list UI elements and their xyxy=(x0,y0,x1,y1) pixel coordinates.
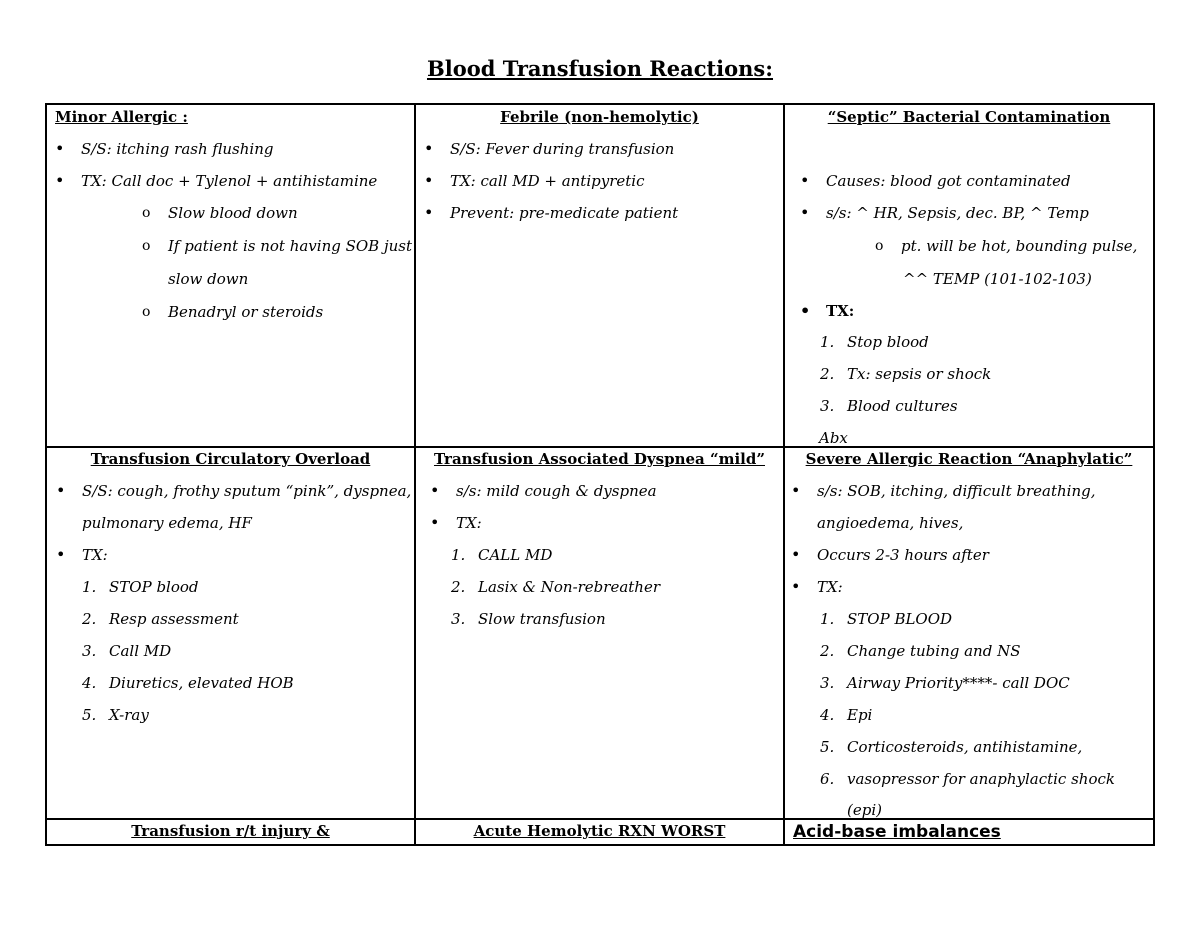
list-item: 5. X-ray xyxy=(82,706,149,724)
list-item: o pt. will be hot, bounding pulse, xyxy=(901,236,1137,256)
list-item: • S/S: itching rash flushing xyxy=(81,139,273,159)
list-item: • s/s: SOB, itching, difficult breathing, xyxy=(817,481,1095,501)
list-item-continued: slow down xyxy=(168,270,249,288)
list-item: 2. Change tubing and NS xyxy=(820,642,1021,660)
list-item: 3. Call MD xyxy=(82,642,172,660)
cell-minor-allergic xyxy=(47,105,414,446)
cell-acute-hemolytic xyxy=(416,820,783,844)
list-item: 1. CALL MD xyxy=(451,546,553,564)
cell-septic xyxy=(785,105,1153,446)
list-item: 1. STOP blood xyxy=(82,578,199,596)
list-item: 3. Blood cultures xyxy=(820,397,958,415)
cell-heading: Acute Hemolytic RXN WORST xyxy=(473,822,726,840)
table-border-right xyxy=(1153,103,1155,846)
cell-heading: Transfusion Associated Dyspnea “mild” xyxy=(433,450,765,468)
list-item: 3. Slow transfusion xyxy=(451,610,606,628)
list-item: • TX: Call doc + Tylenol + antihistamine xyxy=(81,171,377,191)
list-item: • s/s: mild cough & dyspnea xyxy=(456,481,657,501)
cell-heading: “Septic” Bacterial Contamination xyxy=(827,108,1111,126)
list-item-continued: (epi) xyxy=(847,801,882,818)
list-item: Abx xyxy=(819,429,848,446)
list-item: • TX: xyxy=(817,577,843,597)
list-item-continued: ^^ TEMP (101-102-103) xyxy=(903,270,1092,288)
list-item: 2. Tx: sepsis or shock xyxy=(820,365,992,383)
cell-heading: Transfusion Circulatory Overload xyxy=(90,450,371,468)
list-item: • S/S: cough, frothy sputum “pink”, dyspnea, xyxy=(82,481,411,501)
cell-febrile xyxy=(416,105,783,446)
list-item: • Causes: blood got contaminated xyxy=(826,171,1071,191)
list-item: • Prevent: pre-medicate patient xyxy=(450,203,678,223)
table-border-bottom xyxy=(45,844,1155,846)
list-item: 5. Corticosteroids, antihistamine, xyxy=(820,738,1083,756)
cell-circulatory-overload xyxy=(47,448,414,818)
list-item: • Occurs 2-3 hours after xyxy=(817,545,989,565)
list-item: • TX: xyxy=(456,513,482,533)
list-item: o Slow blood down xyxy=(168,203,298,223)
list-item: o Benadryl or steroids xyxy=(168,302,323,322)
cell-heading: Febrile (non-hemolytic) xyxy=(500,108,699,126)
list-item: • TX: call MD + antipyretic xyxy=(450,171,644,191)
list-item: 2. Lasix & Non-rebreather xyxy=(451,578,661,596)
list-item-continued: pulmonary edema, HF xyxy=(82,514,252,532)
cell-severe-allergic xyxy=(785,448,1153,818)
list-item: 3. Airway Priority****- call DOC xyxy=(820,674,1070,692)
list-item: • S/S: Fever during transfusion xyxy=(450,139,674,159)
list-item: • TX: xyxy=(826,301,854,321)
list-item: 2. Resp assessment xyxy=(82,610,239,628)
list-item: 6. vasopressor for anaphylactic shock xyxy=(820,770,1115,788)
list-item: • TX: xyxy=(82,545,108,565)
cell-acid-base xyxy=(785,820,1153,844)
list-item: 1. Stop blood xyxy=(820,333,929,351)
list-item-continued: angioedema, hives, xyxy=(817,514,964,532)
page-title: Blood Transfusion Reactions: xyxy=(426,56,774,81)
list-item: 4. Epi xyxy=(820,706,873,724)
cell-injury xyxy=(47,820,414,844)
cell-heading: Transfusion r/t injury & xyxy=(131,822,330,840)
cell-heading: Minor Allergic : xyxy=(55,108,188,126)
list-item: 1. STOP BLOOD xyxy=(820,610,953,628)
cell-heading: Acid-base imbalances xyxy=(793,822,1001,842)
list-item: • s/s: ^ HR, Sepsis, dec. BP, ^ Temp xyxy=(826,203,1089,223)
cell-heading: Severe Allergic Reaction “Anaphylatic” xyxy=(805,450,1133,468)
list-item: 4. Diuretics, elevated HOB xyxy=(82,674,294,692)
list-item: o If patient is not having SOB just xyxy=(168,236,412,256)
cell-associated-dyspnea xyxy=(416,448,783,818)
